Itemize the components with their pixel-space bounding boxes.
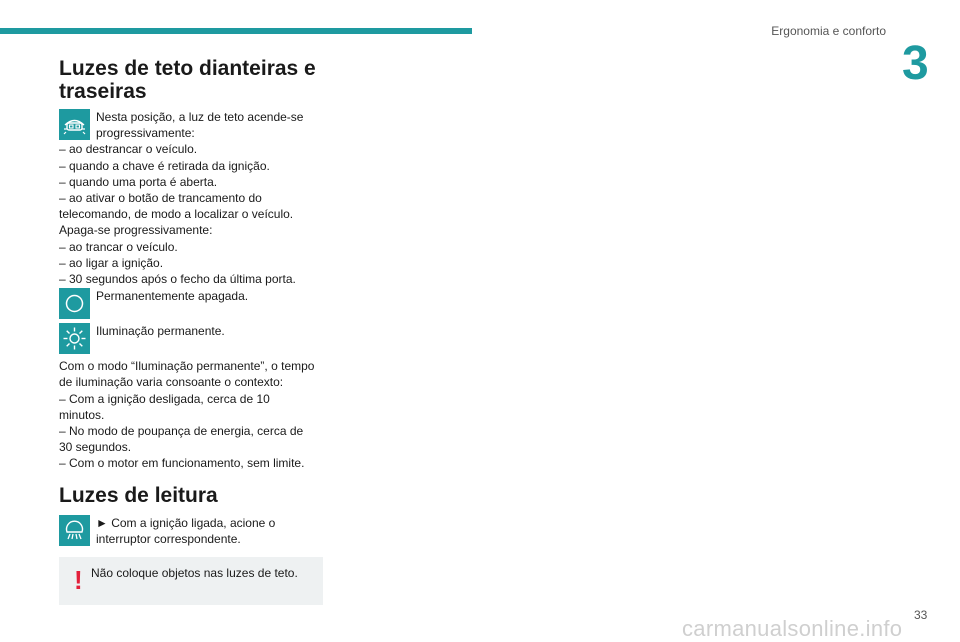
page-number: 33 bbox=[914, 608, 928, 622]
detail-line: – Com a ignição desligada, cerca de 10 bbox=[59, 391, 270, 406]
header-accent-bar bbox=[0, 28, 472, 34]
detail-line: – 30 segundos após o fecho da última porta. bbox=[59, 272, 296, 287]
detail-line: – ao ligar a ignição. bbox=[59, 255, 164, 270]
reading-light-icon bbox=[59, 515, 90, 546]
door-courtesy-light-icon bbox=[59, 109, 90, 140]
heading-line-2: traseiras bbox=[59, 80, 147, 103]
detail-line: minutos. bbox=[59, 407, 105, 422]
heading-line-1: Luzes de teto dianteiras e bbox=[59, 57, 316, 80]
detail-line: 30 segundos. bbox=[59, 440, 132, 455]
content-column bbox=[59, 57, 323, 605]
on-mode-row bbox=[59, 323, 323, 355]
detail-line: – No modo de poupança de energia, cerca de bbox=[59, 424, 304, 439]
detail-line: – ao destrancar o veículo. bbox=[59, 142, 198, 157]
permanent-mode-details bbox=[59, 358, 323, 471]
section-heading-ceiling-lights bbox=[59, 57, 323, 103]
door-mode-row bbox=[59, 109, 323, 141]
section-title: Ergonomia e conforto bbox=[771, 24, 886, 38]
warning-icon: ! bbox=[74, 565, 83, 596]
chapter-number: 3 bbox=[902, 37, 929, 90]
door-intro-line-1: Nesta posição, a luz de teto acende-se bbox=[96, 110, 304, 124]
detail-line: – ao ativar o botão de trancamento do bbox=[59, 191, 262, 206]
detail-line: – quando a chave é retirada da ignição. bbox=[59, 158, 270, 173]
detail-line: Com o modo “Iluminação permanente”, o tempo bbox=[59, 359, 315, 374]
reading-instruction-line-1: ► Com a ignição ligada, acione o bbox=[96, 515, 276, 530]
door-intro-line-2: progressivamente: bbox=[96, 126, 195, 141]
detail-line: telecomando, de modo a localizar o veículo. bbox=[59, 207, 294, 222]
off-mode-text: Permanentemente apagada. bbox=[96, 289, 249, 304]
detail-line: de iluminação varia consoante o contexto: bbox=[59, 375, 284, 390]
watermark: carmanualsonline.info bbox=[682, 616, 903, 641]
sun-light-icon bbox=[59, 323, 90, 354]
off-mode-row bbox=[59, 288, 323, 320]
section-heading-reading-lights: Luzes de leitura bbox=[59, 483, 218, 507]
detail-line: – ao trancar o veículo. bbox=[59, 239, 178, 254]
warning-note-text: Não coloque objetos nas luzes de teto. bbox=[91, 566, 298, 581]
detail-line: – Com o motor em funcionamento, sem limite. bbox=[59, 456, 305, 471]
reading-light-row bbox=[59, 515, 323, 547]
reading-instruction-line-2: interruptor correspondente. bbox=[96, 531, 241, 546]
detail-line: Apaga-se progressivamente: bbox=[59, 223, 213, 238]
door-mode-details bbox=[59, 141, 323, 287]
on-mode-text: Iluminação permanente. bbox=[96, 324, 225, 339]
circle-off-icon bbox=[59, 288, 90, 319]
warning-note bbox=[59, 557, 323, 605]
detail-line: – quando uma porta é aberta. bbox=[59, 174, 218, 189]
